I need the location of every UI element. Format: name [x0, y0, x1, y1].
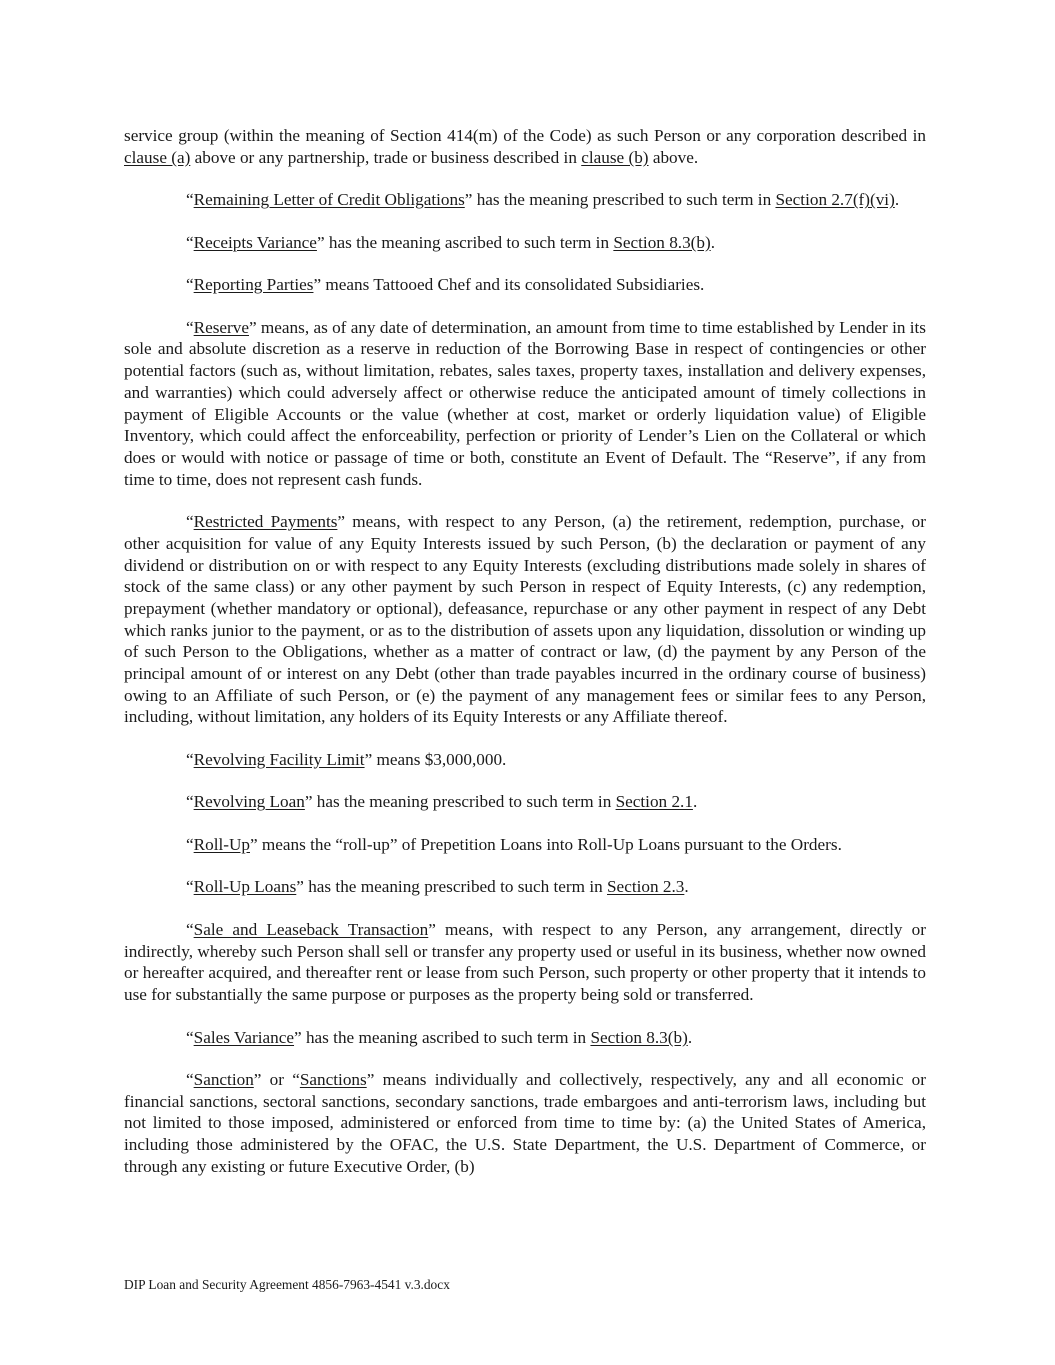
paragraph-12 [124, 1069, 926, 1178]
paragraph-text: ” means, with respect to any Person, any arrangement, directly or indirectly, whereby such Person shall sell or transfer any property used or useful in its business, whether now owned or hereafter acquired, and thereafter rent or lease from such Person, such property or other property that it intends to use for substantially the same purpose or purposes as the property being sold or transferred. [124, 919, 927, 1005]
paragraph-9 [124, 876, 926, 898]
defined-term-reference: Sanctions [299, 1070, 367, 1090]
defined-term-reference: Reserve [193, 317, 249, 337]
defined-term-reference: Reporting Parties [193, 275, 314, 295]
paragraph-0 [124, 125, 926, 168]
defined-term-reference: Roll-Up [193, 834, 250, 854]
paragraph-text: . [687, 1027, 693, 1047]
paragraph-7 [124, 791, 926, 813]
paragraph-text: ” means, with respect to any Person, (a) the retirement, redemption, purchase, or other acquisition for value of any Equity Interests issued by such Person, (b) the declaration or payment of any dividend or distribution on or with respect to any Equity Interests (excluding distributions made solely in shares of stock of the same class) or any other payment by such Person in respect of Equity Interests, (c) any redemption, prepayment (whether mandatory or optional), defeasance, repurchase or any other payment in respect of any Debt which ranks junior to the payment, or as to the distribution of assets upon any liquidation, dissolution or winding up of such Person to the Obligations, whether as a matter of contract or law, (d) the payment by any Person of the principal amount of or interest on any Debt (other than trade payables incurred in the ordinary course of business) owing to an Affiliate of such Person, or (e) the payment of any management fees or similar fees to any Person, including, without limitation, any holders of its Equity Interests or any Affiliate thereof. [124, 512, 926, 727]
paragraph-text: . [894, 190, 900, 210]
defined-term-reference: Section 2.1 [615, 792, 693, 812]
paragraph-text: “ [186, 190, 194, 210]
defined-term-reference: clause (a) [124, 147, 191, 167]
paragraph-text: “ [186, 1070, 194, 1090]
paragraph-text: ” means the “roll-up” of Prepetition Loans into Roll-Up Loans pursuant to the Orders. [249, 834, 842, 854]
defined-term-reference: Remaining Letter of Credit Obligations [193, 190, 465, 210]
document-body [124, 125, 926, 1198]
paragraph-text: “ [186, 1027, 194, 1047]
defined-term-reference: Receipts Variance [193, 232, 317, 252]
paragraph-10 [124, 919, 926, 1006]
paragraph-text: . [710, 232, 716, 252]
paragraph-text: “ [186, 834, 194, 854]
paragraph-text: ” has the meaning ascribed to such term in [294, 1027, 591, 1047]
paragraph-text: ” has the meaning prescribed to such term in [304, 792, 616, 812]
defined-term-reference: Roll-Up Loans [193, 877, 297, 897]
paragraph-6 [124, 749, 926, 771]
paragraph-text: ” means Tattooed Chef and its consolidated Subsidiaries. [313, 275, 705, 295]
paragraph-text: . [684, 877, 689, 897]
paragraph-text: ” or “ [253, 1070, 300, 1090]
defined-term-reference: Section 2.7(f)(vi) [775, 190, 895, 210]
defined-term-reference: Section 2.3 [607, 877, 685, 897]
paragraph-text: “ [186, 749, 194, 769]
paragraph-text: “ [186, 512, 194, 532]
paragraph-text: ” means individually and collectively, respectively, any and all economic or financial sanctions, sectoral sanctions, secondary sanctions, trade embargoes and anti-terrorism laws, including but not limited to those imposed, administered or enforced from time to time by: (a) the United States of America, including those administered by the OFAC, the U.S. State Department, the U.S. Department of Commerce, or through any existing or future Executive Order, (b) [124, 1070, 926, 1176]
paragraph-text: “ [186, 792, 194, 812]
defined-term-reference: Section 8.3(b) [590, 1027, 688, 1047]
defined-term-reference: Sanction [193, 1070, 254, 1090]
paragraph-text: service group (within the meaning of Section 414(m) of the Code) as such Person or any corporation described in [124, 126, 926, 145]
paragraph-text: above. [648, 147, 699, 167]
document-footer: DIP Loan and Security Agreement 4856-7963-4541 v.3.docx [124, 1277, 450, 1292]
paragraph-2 [124, 232, 926, 254]
defined-term-reference: Sale and Leaseback Transaction [193, 919, 429, 939]
defined-term-reference: Restricted Payments [193, 512, 338, 532]
paragraph-5 [124, 511, 926, 728]
paragraph-text: “ [186, 232, 194, 252]
paragraph-text: above or any partnership, trade or business described in [190, 147, 582, 167]
defined-term-reference: Sales Variance [193, 1027, 295, 1047]
defined-term-reference: Revolving Facility Limit [193, 749, 365, 769]
paragraph-1 [124, 189, 926, 211]
paragraph-text: “ [186, 919, 194, 939]
defined-term-reference: Revolving Loan [193, 792, 305, 812]
paragraph-text: ” means, as of any date of determination, an amount from time to time established by Lender in its sole and absolute discretion as a reserve in reduction of the Borrowing Base in respect of contingencies or other potential factors (such as, without limitation, rebates, sales taxes, property taxes, installation and delivery expenses, and warranties) which could adversely affect or otherwise reduce the anticipated amount of timely collections in payment of Eligible Accounts or the value (whether at cost, market or orderly liquidation value) of Eligible Inventory, which could affect the enforceability, perfection or priority of Lender’s Lien on the Collateral or which does or would with notice or passage of time or both, constitute an Event of Default. The “Reserve”, if any from time to time, does not represent cash funds. [124, 317, 926, 489]
paragraph-text: . [692, 792, 698, 812]
paragraph-4 [124, 317, 926, 491]
defined-term-reference: clause (b) [581, 147, 649, 167]
paragraph-text: “ [186, 317, 194, 337]
paragraph-text: ” has the meaning ascribed to such term in [316, 232, 614, 252]
paragraph-text: ” has the meaning prescribed to such term in [296, 877, 607, 897]
paragraph-text: “ [186, 275, 194, 295]
paragraph-text: ” means $3,000,000. [364, 749, 507, 769]
paragraph-text: ” has the meaning prescribed to such term in [464, 190, 776, 210]
paragraph-11 [124, 1027, 926, 1049]
paragraph-8 [124, 834, 926, 856]
paragraph-3 [124, 274, 926, 296]
paragraph-text: “ [186, 877, 194, 897]
defined-term-reference: Section 8.3(b) [613, 232, 711, 252]
